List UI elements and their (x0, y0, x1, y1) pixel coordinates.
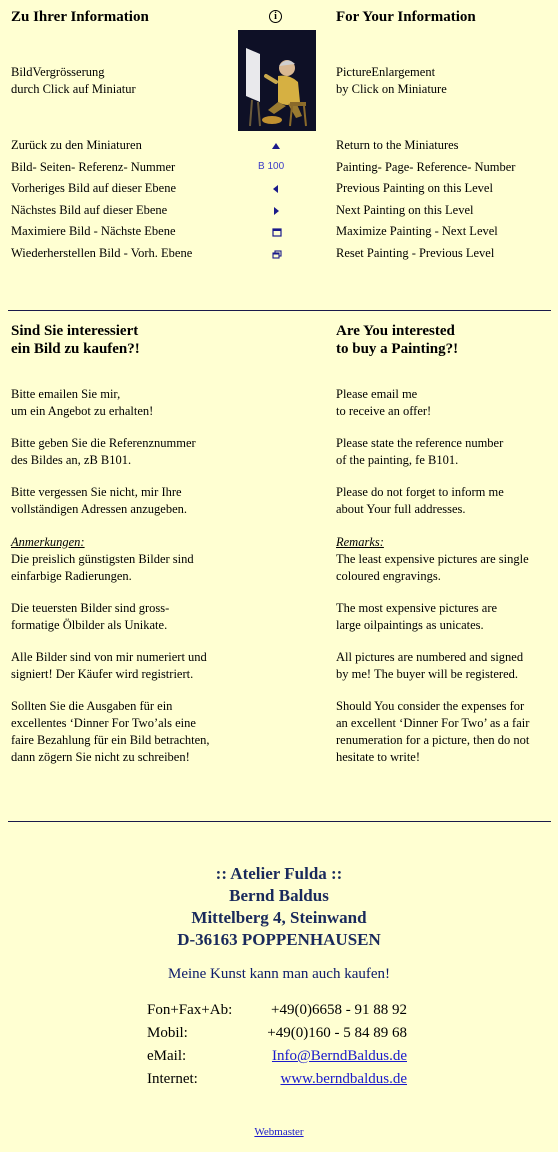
legend-de-0: Zurück zu den Miniaturen (11, 138, 142, 152)
contact-value: +49(0)160 - 5 84 89 68 (267, 1025, 407, 1041)
left-triangle-icon[interactable] (266, 182, 286, 196)
restore-icon[interactable] (267, 247, 287, 261)
up-triangle-icon[interactable] (266, 139, 286, 153)
legend-en-4: Maximize Painting - Next Level (336, 224, 498, 238)
divider (8, 821, 551, 822)
remarks-label-en: Remarks: (336, 535, 384, 549)
buy-p6-de: Alle Bilder sind von mir numeriert und signiert! Der Käufer wird registriert. (11, 650, 207, 681)
miniature-painting[interactable] (238, 30, 316, 131)
legend-de-2: Vorheriges Bild auf dieser Ebene (11, 181, 176, 195)
info-title-de: Zu Ihrer Information (11, 9, 149, 25)
buy-p5-de: Die teuersten Bilder sind gross- formatige Ölbilder als Unikate. (11, 601, 170, 632)
painting-image (238, 30, 316, 131)
webmaster-wrap (0, 1122, 558, 1140)
legend-de-1: Bild- Seiten- Referenz- Nummer (11, 160, 176, 174)
divider (8, 310, 551, 311)
contact-label: Mobil: (147, 1025, 188, 1041)
webmaster-link[interactable]: Webmaster (254, 1126, 304, 1138)
maximize-icon[interactable] (267, 225, 287, 239)
contact-row-internet (147, 1068, 407, 1091)
buy-p4-de: Die preislich günstigsten Bilder sind einfarbige Radierungen. (11, 552, 194, 583)
buy-p4-en: The least expensive pictures are single coloured engravings. (336, 552, 529, 583)
artist-name: Bernd Baldus (229, 886, 329, 905)
remarks-label-de: Anmerkungen: (11, 535, 85, 549)
buy-p7-de: Sollten Sie die Ausgaben für ein excellentes ‘Dinner For Two’als eine faire Bezahlung für ein Bild betrachten, dann zögern Sie nicht zu schreiben! (11, 699, 210, 764)
slogan: Meine Kunst kann man auch kaufen! (167, 966, 390, 982)
buy-p2-de: Bitte geben Sie die Referenznummer des Bildes an, zB B101. (11, 436, 196, 467)
contact-value: +49(0)6658 - 91 88 92 (271, 1002, 407, 1018)
enlarge-text-en: PictureEnlargement by Click on Miniature (336, 65, 447, 96)
reference-number-code: B 100 (258, 161, 285, 172)
city-address: D-36163 POPPENHAUSEN (177, 930, 381, 949)
buy-p6-en: All pictures are numbered and signed by me! The buyer will be registered. (336, 650, 524, 681)
contact-list (147, 999, 407, 1091)
legend-de-3: Nächstes Bild auf dieser Ebene (11, 203, 168, 217)
legend-en-2: Previous Painting on this Level (336, 181, 493, 195)
legend-en-1: Painting- Page- Reference- Number (336, 160, 516, 174)
buy-title-de: Sind Sie interessiert ein Bild zu kaufen?! (11, 323, 140, 357)
legend-en-5: Reset Painting - Previous Level (336, 246, 495, 260)
buy-p1-de: Bitte emailen Sie mir, um ein Angebot zu erhalten! (11, 387, 154, 418)
footer-address (0, 863, 558, 951)
buy-p7-en: Should You consider the expenses for an excellent ‘Dinner For Two’ as a fair renumeration for a picture, then do not hesitate to write! (336, 699, 530, 764)
buy-p2-en: Please state the reference number of the painting, fe B101. (336, 436, 504, 467)
legend-de-5: Wiederherstellen Bild - Vorh. Ebene (11, 246, 193, 260)
legend-en-3: Next Painting on this Level (336, 203, 474, 217)
buy-p1-en: Please email me to receive an offer! (336, 387, 432, 418)
legend-en-0: Return to the Miniatures (336, 138, 459, 152)
buy-p3-en: Please do not forget to inform me about Your full addresses. (336, 485, 504, 516)
atelier-name: :: Atelier Fulda :: (215, 864, 343, 883)
website-link[interactable]: www.berndbaldus.de (280, 1071, 407, 1087)
buy-title-en: Are You interested to buy a Painting?! (336, 323, 459, 357)
info-icon: i (269, 10, 282, 23)
contact-row-phone (147, 999, 407, 1022)
legend-de-4: Maximiere Bild - Nächste Ebene (11, 224, 176, 238)
contact-row-email (147, 1045, 407, 1068)
contact-label: Internet: (147, 1071, 198, 1087)
contact-label: eMail: (147, 1048, 187, 1064)
buy-p5-en: The most expensive pictures are large oilpaintings as unicates. (336, 601, 498, 632)
contact-label: Fon+Fax+Ab: (147, 1002, 233, 1018)
street-address: Mittelberg 4, Steinwand (191, 908, 367, 927)
email-link[interactable]: Info@BerndBaldus.de (271, 1048, 407, 1064)
enlarge-text-de: BildVergrösserung durch Click auf Miniatur (11, 65, 136, 96)
buy-p3-de: Bitte vergessen Sie nicht, mir Ihre vollständigen Adressen anzugeben. (11, 485, 187, 516)
right-triangle-icon[interactable] (266, 204, 286, 218)
info-title-en: For Your Information (336, 9, 476, 25)
contact-row-mobile (147, 1022, 407, 1045)
